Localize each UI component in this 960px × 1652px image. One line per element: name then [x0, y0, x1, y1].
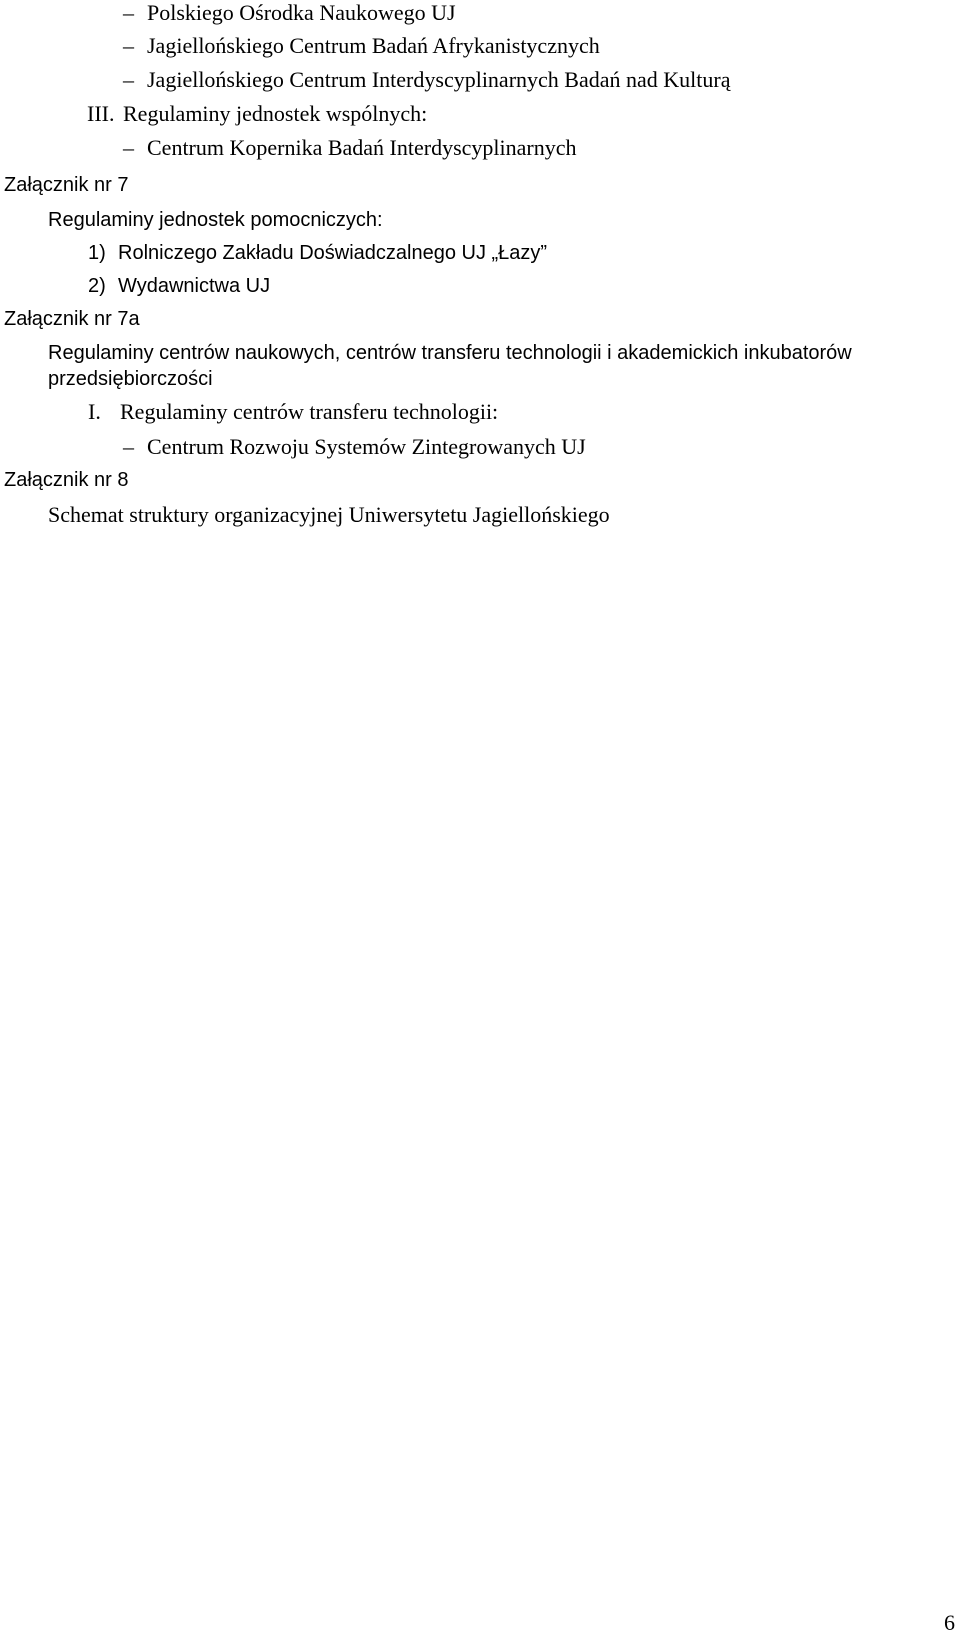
list-item-text: Polskiego Ośrodka Naukowego UJ: [147, 0, 456, 25]
list-item: [123, 69, 730, 91]
section-heading: [87, 103, 427, 125]
dash-bullet: –: [123, 434, 134, 459]
attachment-title: Załącznik nr 7: [4, 174, 129, 196]
attachment-title: Załącznik nr 7a: [4, 308, 140, 330]
section-heading: [88, 401, 498, 423]
item-text: Wydawnictwa UJ: [118, 275, 271, 297]
section-heading-text: Regulaminy jednostek wspólnych:: [123, 101, 428, 126]
list-item: [123, 35, 600, 57]
section-heading-text: Regulaminy centrów transferu technologii:: [120, 399, 499, 424]
list-item: [123, 137, 576, 159]
list-item-text: Centrum Rozwoju Systemów Zintegrowanych UJ: [147, 434, 586, 459]
list-item: [123, 2, 456, 24]
dash-bullet: –: [123, 135, 134, 160]
attachment-title: Załącznik nr 8: [4, 469, 129, 491]
roman-numeral: III.: [87, 101, 115, 126]
dash-bullet: –: [123, 33, 134, 58]
list-item-text: Jagiellońskiego Centrum Badań Afrykanistycznych: [147, 33, 600, 58]
attachment-description: Schemat struktury organizacyjnej Uniwersytetu Jagiellońskiego: [48, 502, 610, 527]
roman-numeral: I.: [88, 399, 101, 424]
attachment-heading: Regulaminy jednostek pomocniczych:: [48, 209, 383, 231]
list-item: [123, 436, 586, 458]
list-item-text: Centrum Kopernika Badań Interdyscyplinarnych: [147, 135, 577, 160]
attachment-description-continued: przedsiębiorczości: [48, 368, 213, 390]
dash-bullet: –: [123, 67, 134, 92]
dash-bullet: –: [123, 0, 134, 25]
list-item-text: Jagiellońskiego Centrum Interdyscyplinarnych Badań nad Kulturą: [147, 67, 731, 92]
numbered-item: [88, 243, 547, 263]
item-text: Rolniczego Zakładu Doświadczalnego UJ „Łazy”: [118, 242, 548, 264]
page-number: 6: [944, 1610, 955, 1635]
numbered-item: [88, 276, 270, 296]
attachment-description: Regulaminy centrów naukowych, centrów transferu technologii i akademickich inkubatorów: [48, 342, 852, 364]
item-number: 1): [88, 242, 106, 264]
item-number: 2): [88, 275, 106, 297]
